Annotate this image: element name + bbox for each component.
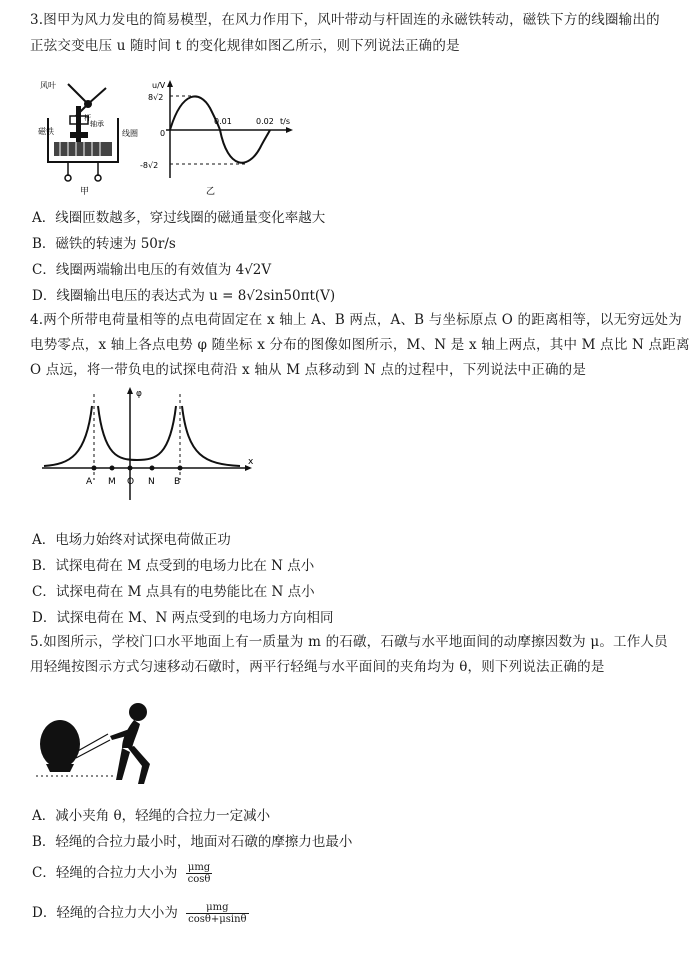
t1-label: 0.01: [214, 117, 232, 126]
worker-head: [129, 703, 147, 721]
label-n: N: [148, 477, 155, 487]
q5-option-a: A．减小夹角 θ，轻绳的合拉力一定减小: [32, 808, 271, 824]
q4-stem-line2: 电势零点，x 轴上各点电势 φ 随坐标 x 分布的图像如图所示，M、N 是 x 轴上两点，其中 M 点比 N 点距离: [30, 337, 690, 353]
t2-label: 0.02: [256, 117, 274, 126]
label-coil: 线圈: [122, 129, 138, 138]
q3-stem-line1: 3.图甲为风力发电的简易模型，在风力作用下，风叶带动与杆固连的永磁铁转动，磁铁下方的线圈输出的: [30, 12, 660, 28]
coil: [54, 142, 112, 156]
blade-hub: [84, 100, 92, 108]
curve-middle: [98, 406, 176, 460]
point-n: [150, 466, 155, 471]
point-o: [128, 466, 133, 471]
q5-option-d: [32, 902, 249, 925]
stone-base: [46, 764, 74, 772]
q5-stem-line2: 用轻绳按图示方式匀速移动石礅时，两平行轻绳与水平面间的夹角均为 θ，则下列说法正确的是: [30, 659, 605, 675]
x-axis-label: x: [248, 457, 254, 467]
origin-label: 0: [160, 129, 166, 138]
u-axis-label: u/V: [152, 81, 166, 90]
curve-left-outer: [44, 406, 92, 466]
worker-leg: [128, 746, 150, 784]
q5-option-d-prefix: D．轻绳的合拉力大小为: [32, 905, 178, 921]
q3-figure-jia: [40, 76, 150, 196]
label-o: O: [127, 477, 135, 487]
q4-option-b: B．试探电荷在 M 点受到的电场力比在 N 点小: [32, 558, 315, 574]
curve-right-outer: [182, 406, 240, 466]
caption-jia: 甲: [80, 187, 90, 197]
point-b: [178, 466, 183, 471]
label-wind-blade: 风叶: [40, 81, 56, 90]
u-min-label: -8√2: [140, 161, 159, 170]
stone-ball: [40, 720, 80, 768]
magnet: [70, 132, 88, 138]
label-m: M: [108, 477, 116, 487]
q5-option-d-numerator: μmg: [186, 902, 248, 914]
q4-stem-line1: 4.两个所带电荷量相等的点电荷固定在 x 轴上 A、B 两点，A、B 与坐标原点 O 的距离相等，以无穷远处为: [30, 312, 682, 328]
q4-stem-line3: O 点远，将一带负电的试探电荷沿 x 轴从 M 点移动到 N 点的过程中，下列说法中正确的是: [30, 362, 587, 378]
q5-option-c-prefix: C．轻绳的合拉力大小为: [32, 865, 178, 881]
point-a: [92, 466, 97, 471]
q3-figure-yi: [140, 78, 298, 197]
q5-stone-figure: [36, 700, 166, 792]
q4-option-d: D．试探电荷在 M、N 两点受到的电场力方向相同: [32, 610, 334, 626]
q3-option-c: C．线圈两端输出电压的有效值为 4√2V: [32, 262, 272, 278]
q5-option-d-fraction: [186, 902, 248, 925]
label-magnet: 磁铁: [38, 127, 54, 136]
label-b: B: [174, 477, 181, 487]
q4-potential-figure: [40, 384, 260, 504]
q3-option-d: D．线圈输出电压的表达式为 u = 8√2sin50πt(V): [32, 288, 336, 304]
u-max-label: 8√2: [148, 93, 164, 102]
caption-yi: 乙: [206, 187, 216, 197]
q3-option-a: A．线圈匝数越多，穿过线圈的磁通量变化率越大: [32, 210, 326, 226]
q3-stem-line2: 正弦交变电压 u 随时间 t 的变化规律如图乙所示，则下列说法正确的是: [30, 38, 460, 54]
point-m: [110, 466, 115, 471]
q5-stem-line1: 5.如图所示，学校门口水平地面上有一质量为 m 的石礅，石礅与水平地面间的动摩擦因数为 μ。工作人员: [30, 634, 668, 650]
q5-option-c-fraction: [186, 862, 213, 885]
phi-axis-label: φ: [136, 389, 142, 399]
rod: [76, 106, 81, 146]
t-axis-label: t/s: [280, 117, 290, 126]
label-rod: 杆: [84, 114, 91, 122]
q5-option-b: B．轻绳的合拉力最小时，地面对石礅的摩擦力也最小: [32, 834, 353, 850]
blade-line: [68, 84, 88, 104]
label-a: A: [86, 477, 93, 487]
q4-option-c: C．试探电荷在 M 点具有的电势能比在 N 点小: [32, 584, 315, 600]
q3-option-b: B．磁铁的转速为 50r/s: [32, 236, 176, 252]
q5-option-d-denominator: cosθ+μsinθ: [188, 914, 247, 925]
q5-option-c-denominator: cosθ: [187, 874, 211, 885]
q4-option-a: A．电场力始终对试探电荷做正功: [32, 532, 231, 548]
label-bearing: 轴承: [90, 120, 104, 128]
worker-leg: [116, 748, 130, 780]
q5-option-c-numerator: μmg: [186, 862, 213, 874]
q5-option-c: [32, 862, 212, 885]
